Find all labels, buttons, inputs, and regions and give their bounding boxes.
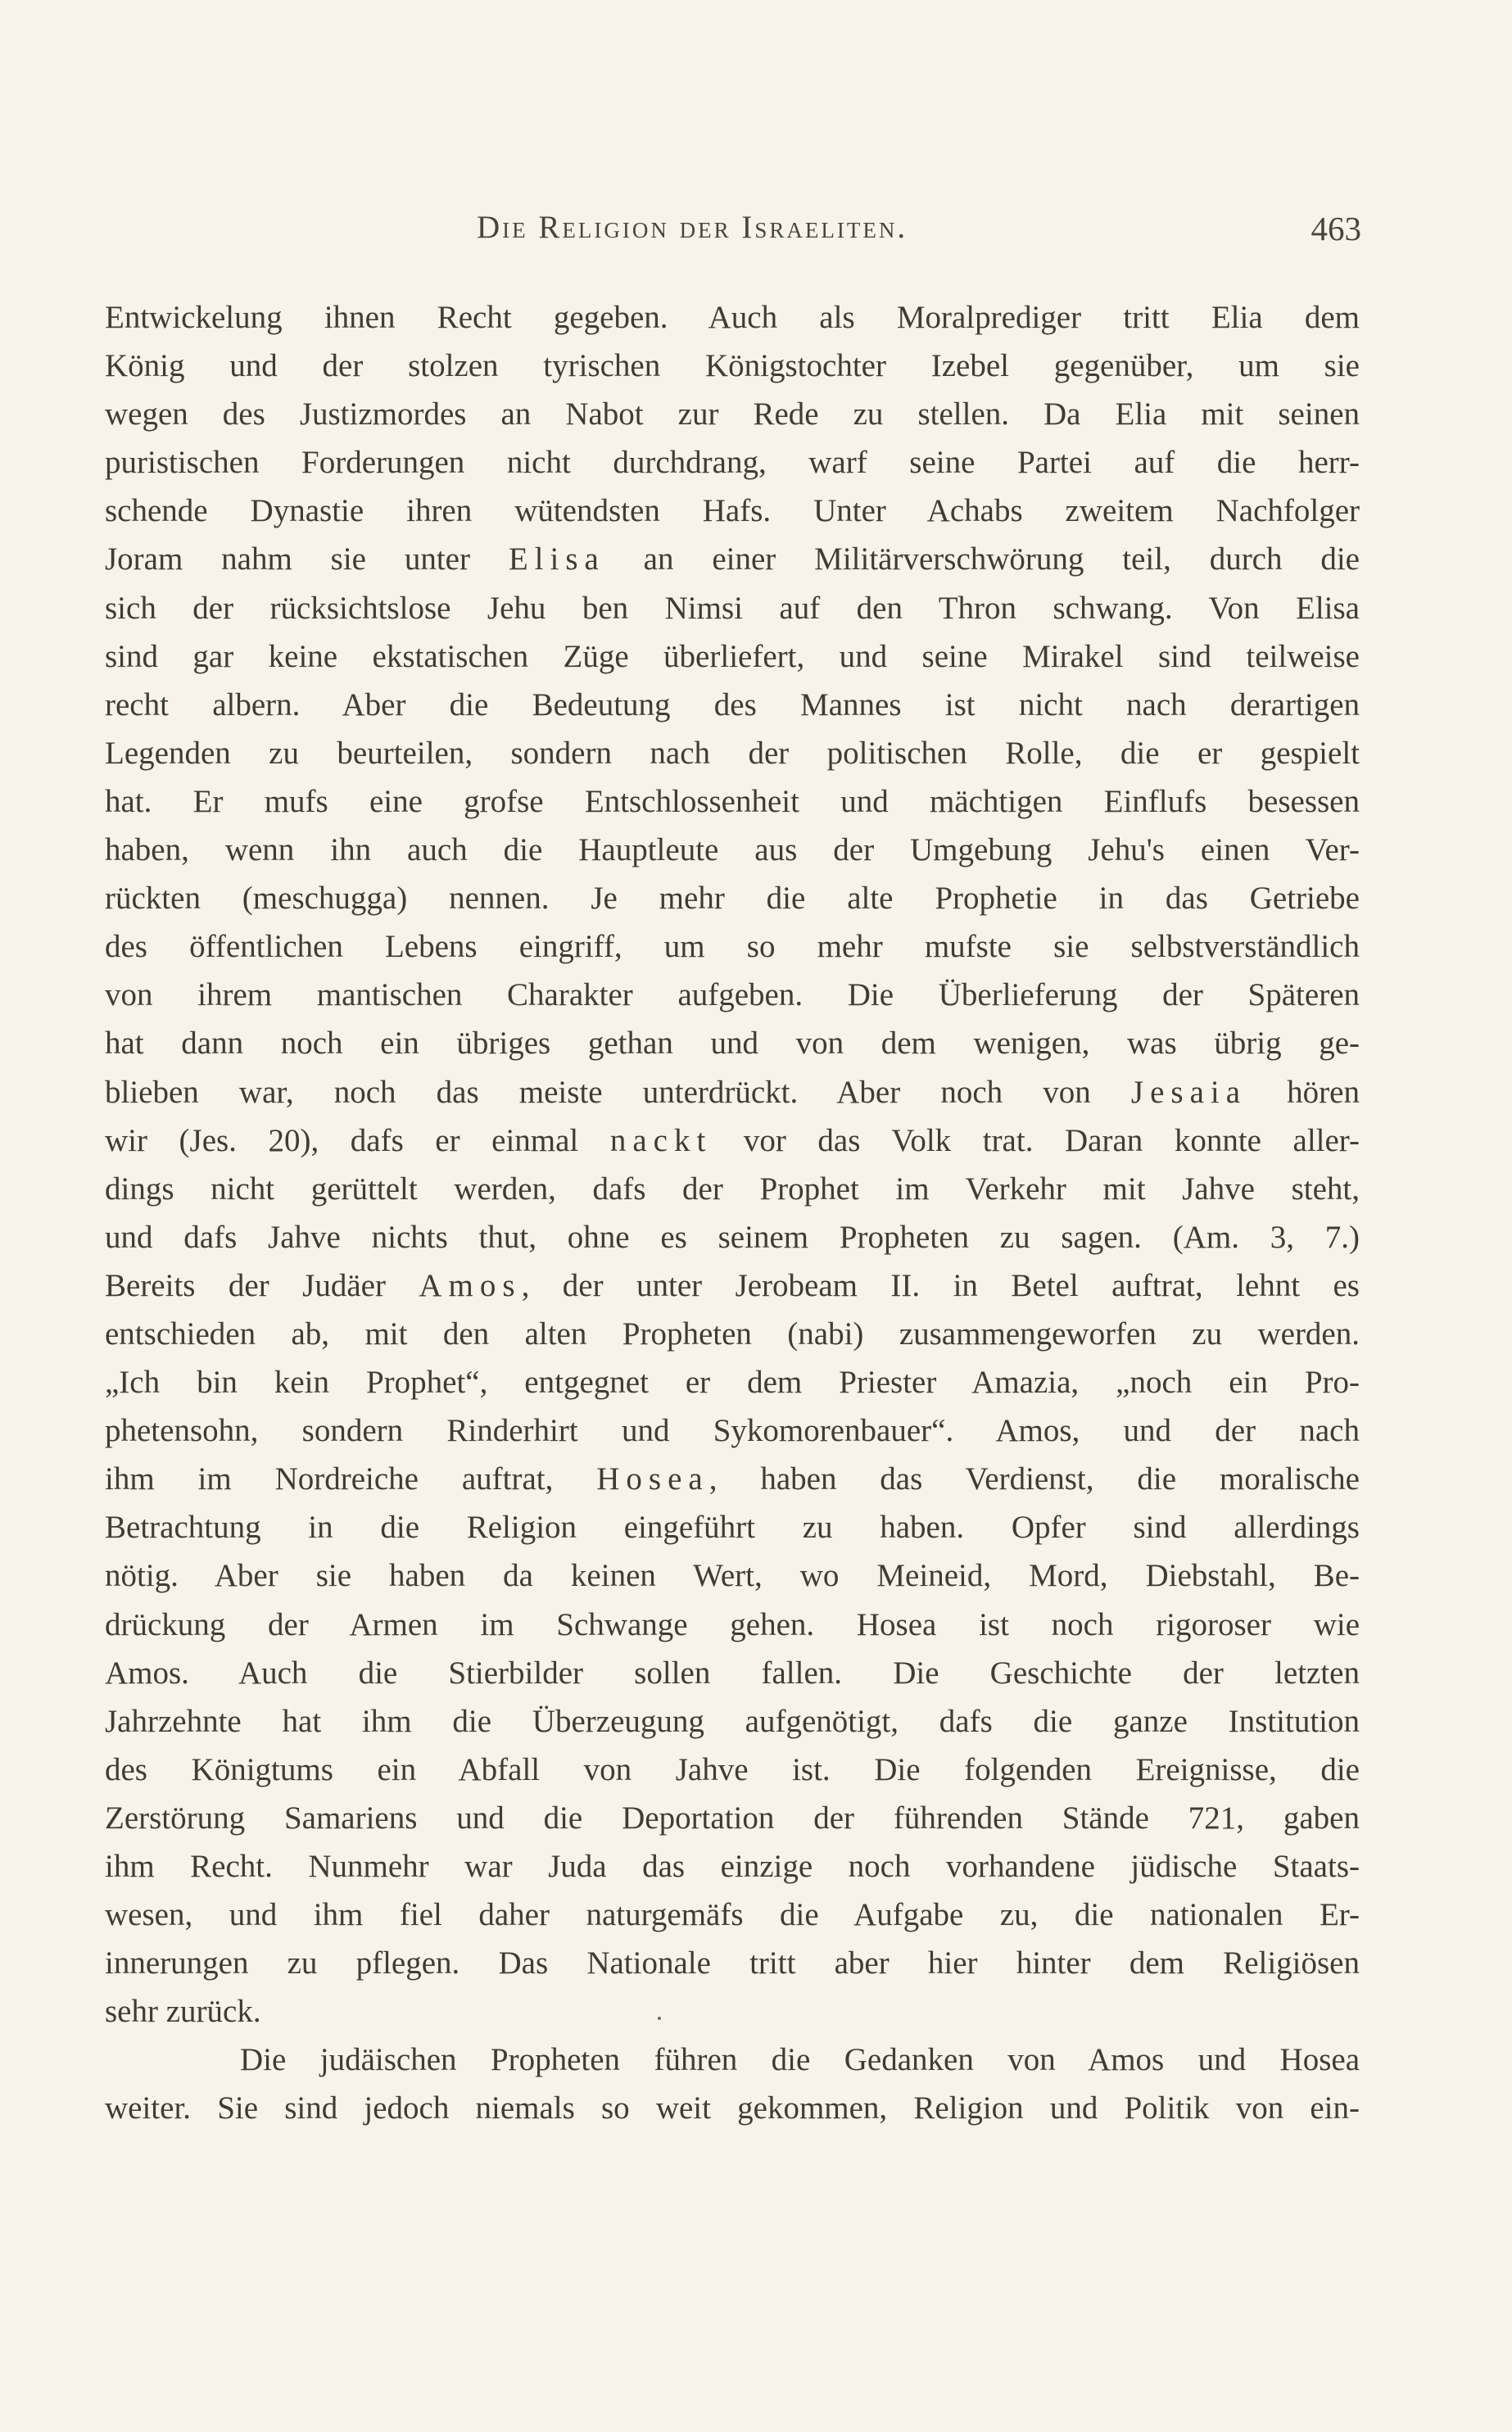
- text-line: ihm Recht. Nunmehr war Juda das einzige noch vorhandene jüdische Staats-: [105, 1849, 1360, 1884]
- text-line: Die judäischen Propheten führen die Gedanken von Amos und Hosea: [240, 2042, 1360, 2078]
- text-line: sehr zurück.: [105, 1994, 261, 2030]
- text-segment: an einer Militärverschwörung teil, durch die: [604, 541, 1360, 577]
- text-line: innerungen zu pflegen. Das Nationale tritt aber hier hinter dem Religiösen: [105, 1945, 1360, 1981]
- text-line: weiter. Sie sind jedoch niemals so weit gekommen, Religion und Politik von ein-: [105, 2090, 1360, 2126]
- text-line: sind gar keine ekstatischen Züge überliefert, und seine Mirakel sind teilweise: [105, 638, 1360, 674]
- spaced-name-elisa: Elisa: [508, 541, 605, 577]
- spaced-name-hosea: Hosea: [596, 1461, 709, 1497]
- text-line: Amos. Auch die Stierbilder sollen fallen. Die Geschichte der letzten: [105, 1655, 1360, 1691]
- text-line: wesen, und ihm fiel daher naturgemäfs die Aufgabe zu, die nationalen Er-: [105, 1897, 1360, 1933]
- text-segment: blieben war, noch das meiste unterdrückt. Aber noch von: [105, 1074, 1131, 1110]
- text-line: schende Dynastie ihren wütendsten Hafs. Unter Achabs zweitem Nachfolger: [105, 493, 1360, 529]
- text-line: Jahrzehnte hat ihm die Überzeugung aufgenötigt, dafs die ganze Institution: [105, 1703, 1360, 1739]
- text-line: entschieden ab, mit den alten Propheten (nabi) zusammengeworfen zu werden.: [105, 1316, 1360, 1352]
- text-line: Legenden zu beurteilen, sondern nach der politischen Rolle, die er gespielt: [105, 735, 1360, 771]
- text-line: „Ich bin kein Prophet“, entgegnet er dem Priester Amazia, „noch ein Pro-: [105, 1365, 1360, 1401]
- text-line: des Königtums ein Abfall von Jahve ist. Die folgenden Ereignisse, die: [105, 1751, 1360, 1787]
- text-line: und dafs Jahve nichts thut, ohne es seinem Propheten zu sagen. (Am. 3, 7.): [105, 1219, 1360, 1255]
- text-line: rückten (meschugga) nennen. Je mehr die alte Prophetie in das Getriebe: [105, 881, 1360, 917]
- body-text: [105, 293, 1360, 2133]
- text-line: drückung der Armen im Schwange gehen. Hosea ist noch rigoroser wie: [105, 1606, 1360, 1642]
- text-segment: , der unter Jerobeam II. in Betel auftrat, lehnt es: [521, 1267, 1360, 1303]
- text-line: [105, 1068, 1360, 1116]
- text-line: wegen des Justizmordes an Nabot zur Rede zu stellen. Da Elia mit seinen: [105, 396, 1360, 433]
- text-segment: Bereits der Judäer: [105, 1267, 419, 1303]
- text-line: [105, 1455, 1360, 1503]
- text-segment: vor das Volk trat. Daran konnte aller-: [712, 1122, 1360, 1158]
- text-line: phetensohn, sondern Rinderhirt und Sykomorenbauer“. Amos, und der nach: [105, 1413, 1360, 1449]
- spaced-word-nackt: nackt: [609, 1122, 713, 1158]
- running-header: [477, 209, 1361, 258]
- text-line: des öffentlichen Lebens eingriff, um so mehr mufste sie selbstverständlich: [105, 929, 1360, 965]
- text-line: dings nicht gerüttelt werden, dafs der Prophet im Verkehr mit Jahve steht,: [105, 1171, 1360, 1207]
- text-line: Betrachtung in die Religion eingeführt zu haben. Opfer sind allerdings: [105, 1510, 1360, 1546]
- text-line: puristischen Forderungen nicht durchdrang, warf seine Partei auf die herr-: [105, 445, 1360, 481]
- page-number: 463: [1311, 210, 1361, 247]
- text-segment: ihm im Nordreiche auftrat,: [105, 1461, 597, 1497]
- text-line: hat dann noch ein übriges gethan und von dem wenigen, was übrig ge-: [105, 1026, 1360, 1062]
- running-title: Die Religion der Israeliten.: [477, 210, 908, 245]
- text-segment: hören: [1247, 1074, 1360, 1110]
- text-line: sich der rücksichtslose Jehu ben Nimsi auf den Thron schwang. Von Elisa: [105, 590, 1360, 626]
- text-line: nötig. Aber sie haben da keinen Wert, wo Meineid, Mord, Diebstahl, Be-: [105, 1558, 1360, 1594]
- text-line: Zerstörung Samariens und die Deportation der führenden Stände 721, gaben: [105, 1800, 1360, 1836]
- text-line: [105, 1116, 1360, 1165]
- text-line: [105, 1261, 1360, 1310]
- text-line: haben, wenn ihn auch die Hauptleute aus der Umgebung Jehu's einen Ver-: [105, 832, 1360, 868]
- text-line: König und der stolzen tyrischen Königstochter Izebel gegenüber, um sie: [105, 348, 1360, 384]
- text-segment: wir (Jes. 20), dafs er einmal: [105, 1122, 610, 1158]
- text-line: Entwickelung ihnen Recht gegeben. Auch als Moralprediger tritt Elia dem: [105, 300, 1360, 335]
- text-segment: Joram nahm sie unter: [105, 541, 509, 577]
- ink-speck: [658, 2017, 661, 2020]
- text-line: recht albern. Aber die Bedeutung des Mannes ist nicht nach derartigen: [105, 686, 1360, 722]
- text-segment: , haben das Verdienst, die moralische: [708, 1461, 1360, 1497]
- spaced-name-amos: Amos: [419, 1267, 522, 1303]
- text-line: [105, 535, 1360, 583]
- text-line: hat. Er mufs eine grofse Entschlossenheit und mächtigen Einflufs besessen: [105, 783, 1360, 819]
- spaced-name-jesaia: Jesaia: [1130, 1074, 1247, 1110]
- text-line: von ihrem mantischen Charakter aufgeben. Die Überlieferung der Späteren: [105, 977, 1360, 1013]
